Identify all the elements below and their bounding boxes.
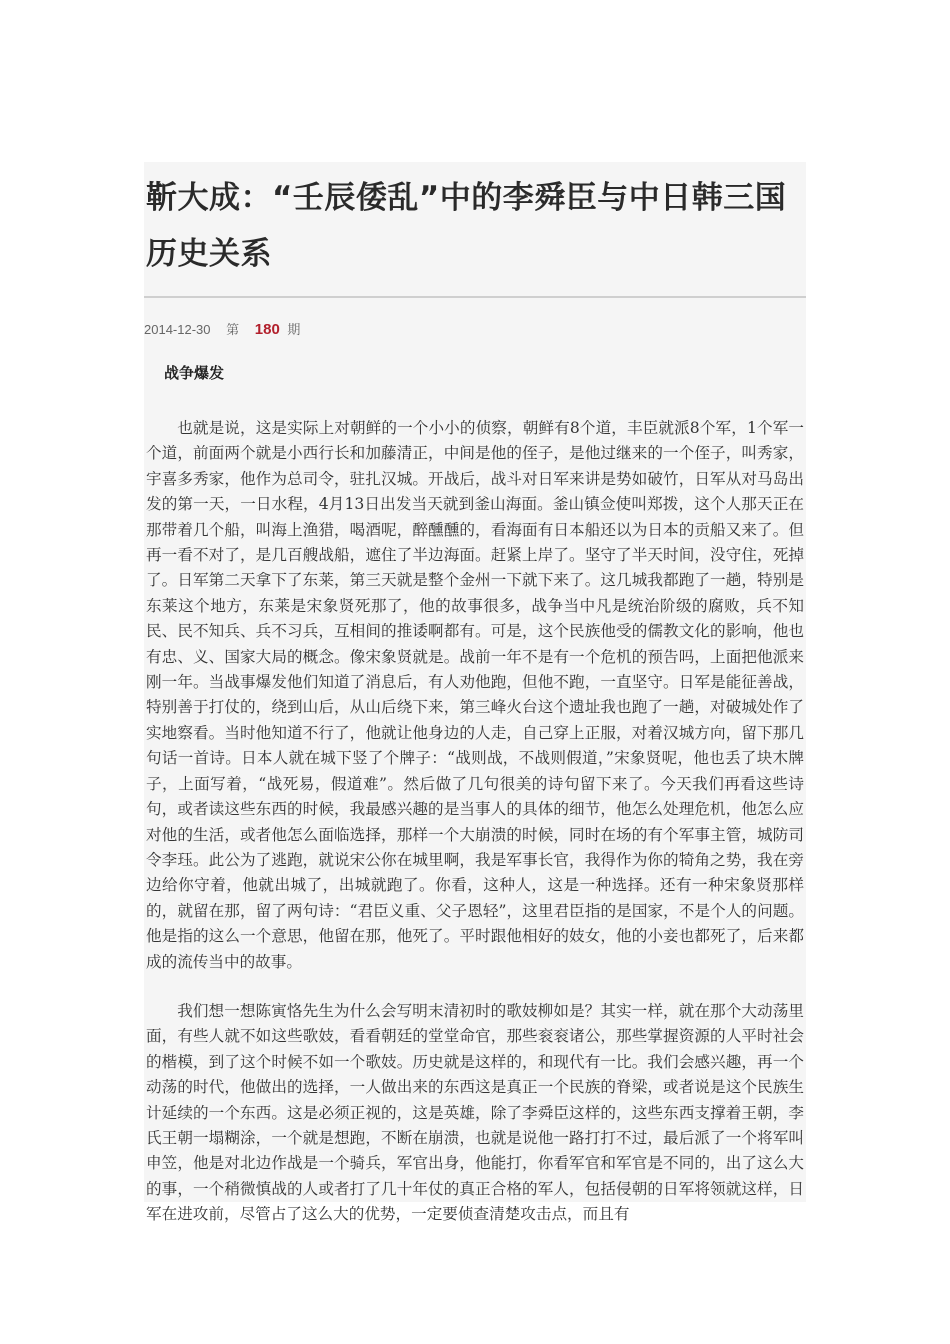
- issue-number: 180: [254, 321, 280, 338]
- article-page: [144, 162, 806, 1224]
- section-heading: 战争爆发: [164, 364, 225, 382]
- body-paragraph: 也就是说，这是实际上对朝鲜的一个小小的侦察，朝鲜有8个道，丰臣就派8个军，1个军一个道，前面两个就是小西行长和加藤清正，中间是他的侄子，是他过继来的一个侄子，叫秀家，宇喜多秀家，他作为总司令，驻扎汉城。开战后，战斗对日军来讲是势如破竹，日军从对马岛出发的第一天，一日水程，4月13日出发当天就到釜山海面。釜山镇佥使叫郑拨，这个人那天正在那带着几个船，叫海上渔猎，喝酒呢，醉醺醺的，看海面有日本船还以为日本的贡船又来了。但再一看不对了，是几百艘战船，遮住了半边海面。赶紧上岸了。坚守了半天时间，没守住，死掉了。日军第二天拿下了东莱，第三天就是整个金州一下就下来了。这几城我都跑了一趟，特别是东莱这个地方，东莱是宋象贤死那了，他的故事很多，战争当中凡是统治阶级的腐败，兵不知民、民不知兵、兵不习兵，互相间的推诿啊都有。可是，这个民族他受的儒教文化的影响，他也有忠、义、国家大局的概念。像宋象贤就是。战前一年不是有一个危机的预告吗，上面把他派来刚一年。当战事爆发他们知道了消息后，有人劝他跑，但他不跑，一直坚守。日军是能征善战，特别善于打仗的，绕到山后，从山后绕下来，第三峰火台这个遗址我也跑了一趟，对破城处作了实地察看。当时他知道不行了，他就让他身边的人走，自己穿上正服，对着汉城方向，留下那几句话一首诗。日本人就在城下竖了个牌子：“战则战，不战则假道，”宋象贤呢，他也丢了块木牌子，上面写着，“战死易，假道难”。然后做了几句很美的诗句留下来了。今天我们再看这些诗句，或者读这些东西的时候，我最感兴趣的是当事人的具体的细节，他怎么处理危机，他怎么应对他的生活，或者他怎么面临选择，那样一个大崩溃的时候，同时在场的有个军事主管，城防司令李珏。此公为了逃跑，就说宋公你在城里啊，我是军事长官，我得作为你的犄角之势，我在旁边给你守着，他就出城了，出城就跑了。你看，这种人，这是一种选择。还有一种宋象贤那样的，就留在那，留了两句诗：“君臣义重、父子恩轻”，这里君臣指的是国家，不是个人的问题。他是指的这么一个意思，他留在那，他死了。平时跟他相好的妓女，他的小妾也都死了，后来都成的流传当中的故事。: [146, 419, 804, 971]
- title-divider: [144, 296, 806, 298]
- article-title: 靳大成：“壬辰倭乱”中的李舜臣与中日韩三国历史关系: [146, 180, 787, 272]
- issue-prefix: 第: [226, 322, 240, 337]
- publish-date: 2014-12-30: [144, 322, 211, 337]
- article-meta: [144, 320, 806, 340]
- body-paragraph: 我们想一想陈寅恪先生为什么会写明末清初时的歌妓柳如是？其实一样，就在那个大动荡里面，有些人就不如这些歌妓，看看朝廷的堂堂命官，那些衮衮诸公，那些掌握资源的人平时社会的楷模，到了这个时候不如一个歌妓。历史就是这样的，和现代有一比。我们会感兴趣，再一个动荡的时代，他做出的选择，一人做出来的东西这是真正一个民族的脊梁，或者说是这个民族生计延续的一个东西。这是必须正视的，这是英雄，除了李舜臣这样的，这些东西支撑着王朝，李氏王朝一塌糊涂，一个就是想跑，不断在崩溃，也就是说他一路打打不过，最后派了一个将军叫申笠，他是对北边作战是一个骑兵，军官出身，他能打，你看军官和军官是不同的，出了这么大的事，一个稍微慎战的人或者打了几十年仗的真正合格的军人，包括侵朝的日军将领就这样，日军在进攻前，尽管占了这么大的优势，一定要侦查清楚攻击点，而且有: [146, 1001, 804, 1224]
- issue-suffix: 期: [287, 322, 301, 337]
